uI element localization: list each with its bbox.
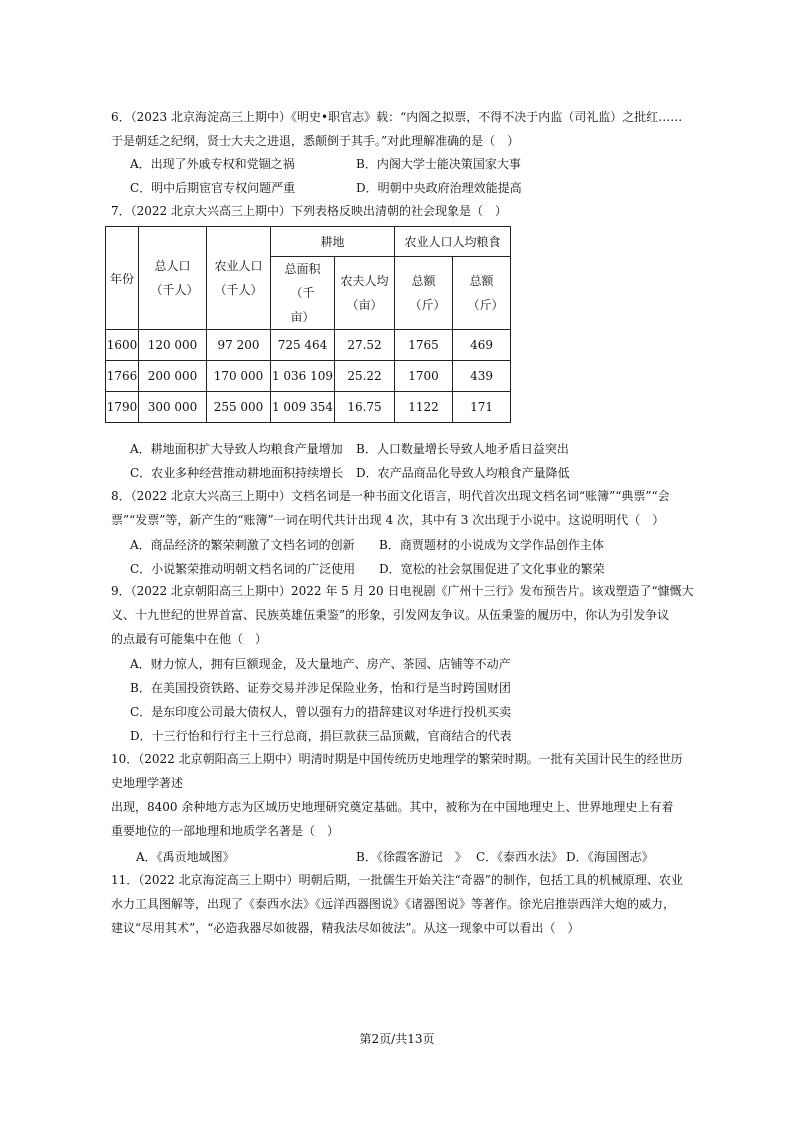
table-cell: 171	[453, 392, 511, 423]
question-6-line-1: 6．（2023 北京海淀高三上期中）《明史•职官志》载：“内阁之拟票，不得不决于内监（司礼监）之批红……	[111, 110, 683, 124]
question-8-option-c: C．小说繁荣推动明朝文档名词的广泛使用	[130, 562, 356, 576]
question-8-line-1: 8．（2022 北京大兴高三上期中）文档名词是一种书面文化语言，明代首次出现文档名词“账簿”“典票”“会	[111, 489, 670, 503]
question-7-option-d: D．农产品商品化导致人均粮食产量降低	[356, 466, 570, 480]
question-9-option-a: A．财力惊人，拥有巨额现金，及大量地产、房产、茶园、店铺等不动产	[130, 657, 511, 671]
question-6-option-c: C．明中后期宦官专权问题严重	[130, 181, 296, 195]
question-11-line-1: 11．（2022 北京海淀高三上期中）明朝后期，一批儒生开始关注“奇器”的制作，包括工具的机械原理、农业	[111, 873, 683, 887]
question-10-option-b: B．《徐霞客游记 》	[356, 850, 467, 864]
question-9-option-d: D．十三行怡和行行主十三行总商，捐巨款获三品顶戴，官商结合的代表	[130, 729, 512, 743]
question-8-option-b: B．商贾题材的小说成为文学作品创作主体	[379, 538, 604, 552]
question-9-option-b: B．在美国投资铁路、证券交易并涉足保险业务，怡和行是当时跨国财团	[130, 681, 511, 695]
table-row	[106, 330, 511, 361]
table-cell: 1122	[395, 392, 453, 423]
header-total-population-text: 总人口（千人）	[150, 259, 199, 297]
header-agricultural-population-text: 农业人口（千人）	[214, 259, 263, 297]
header-total-amount-2	[453, 257, 511, 330]
question-8-option-d: D．宽松的社会氛围促进了文化事业的繁荣	[379, 562, 605, 576]
question-7-option-c: C．农业多种经营推动耕地面积持续增长	[130, 466, 344, 480]
question-7-line-1: 7．（2022 北京大兴高三上期中）下列表格反映出清朝的社会现象是（ ）	[111, 204, 507, 218]
table-row	[106, 392, 511, 423]
question-8-stem	[111, 484, 691, 532]
population-land-table	[105, 226, 511, 423]
question-11-stem	[111, 868, 691, 940]
question-9-line-3: 的点最有可能集中在他（ ）	[111, 632, 268, 646]
question-11-line-3: 建议“尽用其术”，“必造我器尽如彼器，精我法尽如彼法”。从这一现象中可以看出（ ）	[111, 921, 580, 935]
question-6-option-a: A．出现了外戚专权和党锢之祸	[130, 157, 295, 171]
header-total-amount-1-text: 总额（斤）	[409, 274, 446, 312]
header-grain-per-capita: 农业人口人均粮食	[395, 227, 511, 257]
table-cell: 16.75	[335, 392, 395, 423]
question-10-stem	[111, 747, 691, 843]
table-cell: 1700	[395, 361, 453, 392]
table-cell: 97 200	[207, 330, 271, 361]
header-per-farmer-text: 农夫人均（亩）	[340, 274, 389, 312]
question-8-option-a: A．商品经济的繁荣刺激了文档名词的创新	[130, 538, 355, 552]
question-9-line-1: 9．（2022 北京朝阳高三上期中）2022 年 5 月 20 日电视剧《广州十三行》发布预告片。该戏塑造了“慷慨大	[111, 584, 694, 598]
question-6-option-d: D．明朝中央政府治理效能提高	[356, 181, 522, 195]
header-year: 年份	[106, 227, 139, 330]
question-9-stem	[111, 579, 694, 651]
question-10-line-3: 出现，8400 余种地方志为区域历史地理研究奠定基础。其中，被称为在中国地理史上、世界地理史上有着	[111, 800, 674, 814]
table-cell: 170 000	[207, 361, 271, 392]
question-9-line-2: 义、十九世纪的世界首富、民族英雄伍秉鉴”的形象，引发网友争议。从伍秉鉴的履历中，你认为引发争议	[111, 608, 670, 622]
table-row	[106, 361, 511, 392]
header-total-population	[139, 227, 207, 330]
question-6-option-b: B．内阁大学士能决策国家大事	[356, 157, 521, 171]
question-7-option-a: A．耕地面积扩大导致人均粮食产量增加	[130, 442, 343, 456]
table-cell: 1790	[106, 392, 139, 423]
table-cell: 725 464	[271, 330, 335, 361]
table-cell: 1765	[395, 330, 453, 361]
question-7-stem	[111, 199, 691, 223]
table-cell: 120 000	[139, 330, 207, 361]
question-10-line-1: 10．（2022 北京朝阳高三上期中）明清时期是中国传统历史地理学的繁荣时期。一批有关国计民生的经世历	[111, 752, 683, 766]
question-11-line-2: 水力工具图解等，出现了《泰西水法》《远洋西器图说》《诸器图说》等著作。徐光启推崇西洋大炮的威力，	[111, 897, 676, 911]
table-cell: 200 000	[139, 361, 207, 392]
table-cell: 25.22	[335, 361, 395, 392]
header-agricultural-population	[207, 227, 271, 330]
table-cell: 255 000	[207, 392, 271, 423]
page-number-footer: 第2页/共13页	[359, 1032, 435, 1046]
header-total-amount-2-text: 总额（斤）	[467, 274, 504, 312]
header-total-amount-1	[395, 257, 453, 330]
question-10-line-2: 史地理学著述	[111, 776, 184, 790]
table-cell: 1 036 109	[271, 361, 335, 392]
question-9-option-c: C．是东印度公司最大债权人，曾以强有力的措辞建议对华进行投机买卖	[130, 705, 512, 719]
table-cell: 1600	[106, 330, 139, 361]
header-total-area-text: 总面积（千亩）	[284, 262, 321, 324]
question-10-option-d: D．《海国图志》	[566, 850, 654, 864]
table-cell: 27.52	[335, 330, 395, 361]
question-6-line-2: 于是朝廷之纪纲，贤士大夫之进退，悉颠倒于其手。”对此理解准确的是（ ）	[111, 134, 520, 148]
table-cell: 439	[453, 361, 511, 392]
header-per-farmer	[335, 257, 395, 330]
header-total-area	[271, 257, 335, 330]
question-10-line-4: 重要地位的一部地理和地质学名著是（ ）	[111, 824, 340, 838]
table-cell: 469	[453, 330, 511, 361]
question-8-line-2: 票”“发票”等，新产生的“账簿”一词在明代共计出现 4 次，其中有 3 次出现于小说中。这说明明代（ ）	[111, 513, 665, 527]
table-cell: 300 000	[139, 392, 207, 423]
question-10-option-c: C．《泰西水法》	[476, 850, 564, 864]
table-cell: 1766	[106, 361, 139, 392]
question-6-stem	[111, 105, 691, 153]
question-10-option-a: A．《禹贡地域图》	[136, 850, 235, 864]
table-cell: 1 009 354	[271, 392, 335, 423]
question-7-option-b: B．人口数量增长导致人地矛盾日益突出	[356, 442, 569, 456]
header-farmland: 耕地	[271, 227, 395, 257]
